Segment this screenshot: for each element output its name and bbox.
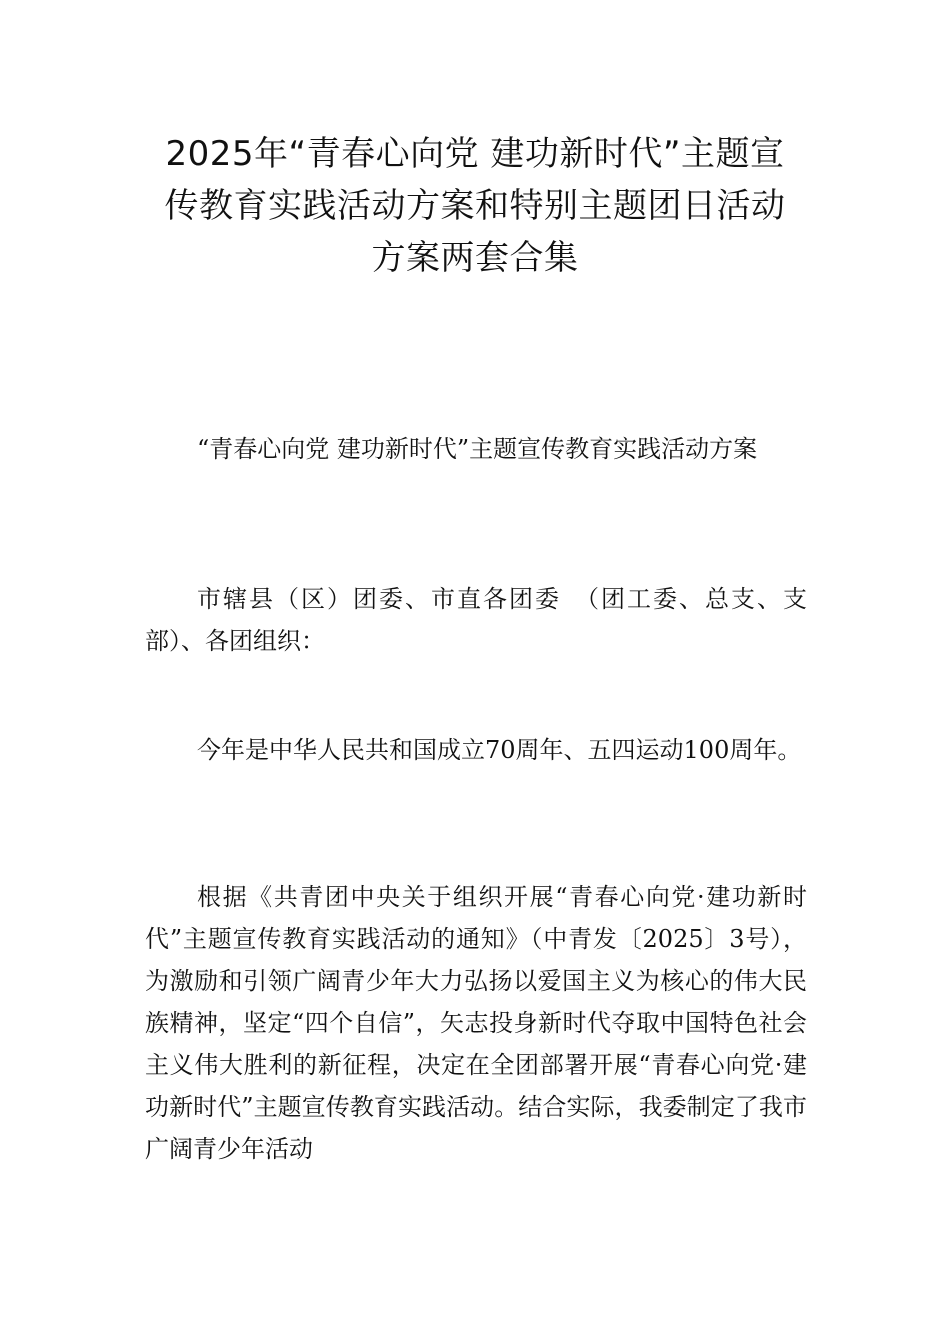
title-line-2: 传教育实践活动方案和特别主题团日活动 [164, 186, 786, 226]
paragraph-basis: 根据《共青团中央关于组织开展“青春心向党·建功新时代”主题宣传教育实践活动的通知》（中青发〔2025〕3号），为激励和引领广阔青少年大力弘扬以爱国主义为核心的伟大民族精神，坚定“四个自信”，矢志投身新时代夺取中国特色社会主义伟大胜利的新征程，决定在全团部署开展“青春心向党·建功新时代”主题宣传教育实践活动。结合实际，我委制定了我市广阔青少年活动 [145, 883, 807, 1163]
plan-subtitle: “青春心向党 建功新时代”主题宣传教育实践活动方案 [197, 435, 758, 463]
document-title [120, 128, 830, 284]
paragraph-anniversary: 今年是中华人民共和国成立70周年、五四运动100周年。 [197, 736, 802, 764]
salutation: 市辖县（区）团委、市直各团委 （团工委、总支、支部）、各团组织： [145, 585, 807, 655]
title-line-3: 方案两套合集 [371, 238, 579, 278]
title-line-1: 2025年“青春心向党 建功新时代”主题宣 [165, 134, 785, 174]
